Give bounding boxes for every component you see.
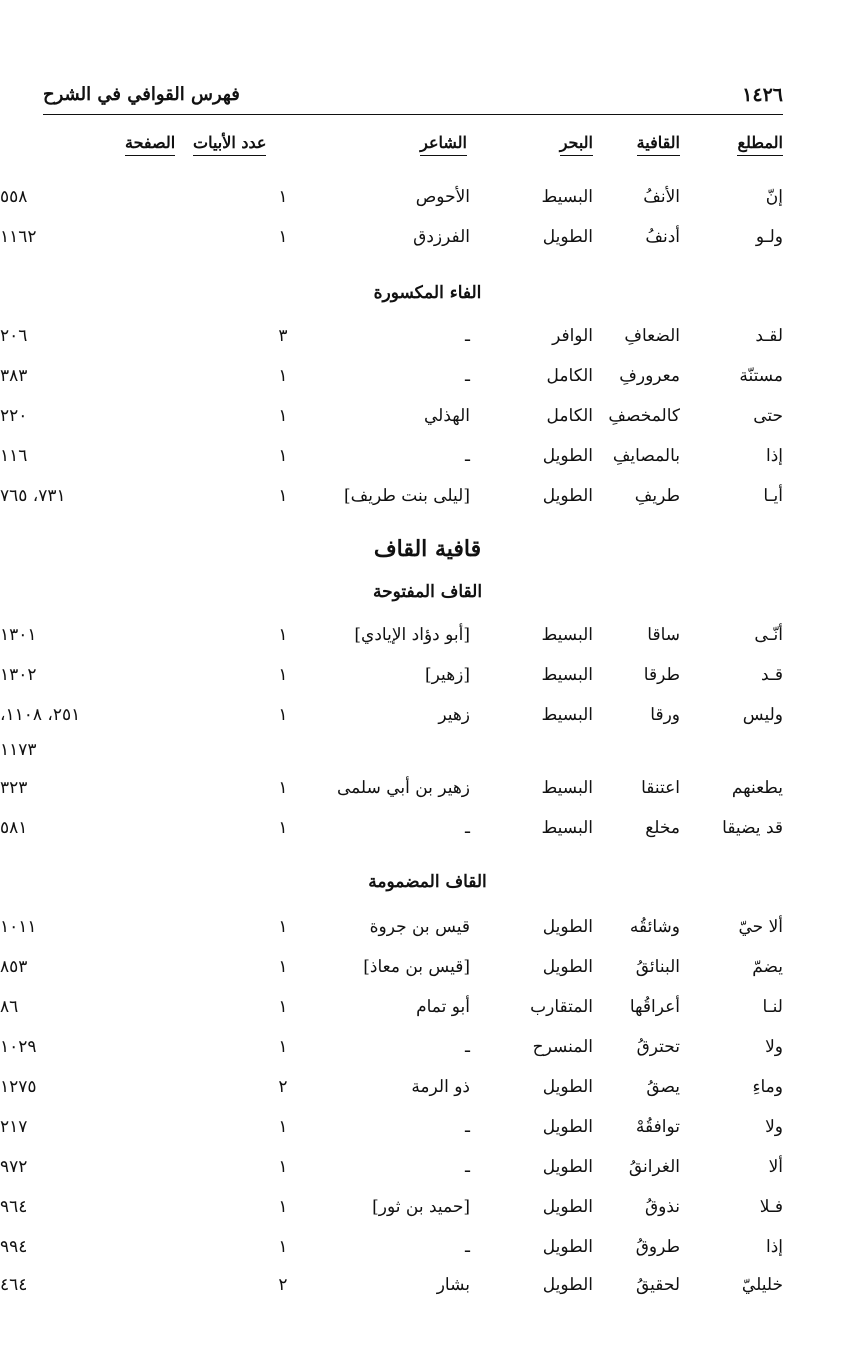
poet-cell: ذو الرمة	[411, 1077, 470, 1097]
qafiya-cell: الضعافِ	[624, 326, 680, 346]
poet-cell: [حميد بن ثور]	[372, 1197, 470, 1217]
matla-cell: قد يضيقا	[722, 818, 783, 838]
page-cell: ٨٦	[0, 997, 19, 1017]
page-cell: ٣٢٣	[0, 778, 28, 798]
table-row	[0, 997, 855, 1027]
bahr-cell: الطويل	[542, 1077, 593, 1097]
qafiya-cell: وشائقُه	[629, 917, 680, 937]
qafiya-cell: الأنفُ	[643, 187, 680, 207]
table-row	[0, 1157, 855, 1187]
poet-cell: ـ	[465, 1117, 470, 1137]
qafiya-cell: يصقُ	[646, 1077, 680, 1097]
page-cell-continued: ١١٧٣	[0, 740, 37, 760]
matla-cell: ولا	[765, 1037, 783, 1057]
qafiya-cell: اعتنقا	[641, 778, 680, 798]
page-cell: ٤٦٤	[0, 1275, 28, 1295]
poet-cell: ـ	[465, 446, 470, 466]
qafiya-cell: ورقا	[650, 705, 680, 725]
poet-cell: قيس بن جروة	[369, 917, 470, 937]
matla-cell: فـلا	[759, 1197, 783, 1217]
count-cell: ١	[278, 1197, 288, 1217]
poet-cell: [ليلى بنت طريف]	[344, 486, 470, 506]
matla-cell: خليليّ	[741, 1275, 783, 1295]
poet-cell: الهذلي	[423, 406, 470, 426]
qafiya-cell: توافقُهْ	[635, 1117, 680, 1137]
matla-cell: وماءِ	[752, 1077, 783, 1097]
count-cell: ١	[278, 625, 288, 645]
poet-cell: الفرزدق	[413, 227, 470, 247]
count-cell: ١	[278, 486, 288, 506]
col-header-matla: المطلع	[737, 133, 783, 163]
bahr-cell: البسيط	[541, 625, 593, 645]
page-cell: ٣٨٣	[0, 366, 28, 386]
poet-cell: ـ	[465, 326, 470, 346]
page-cell: ١٣٠٢	[0, 665, 37, 685]
table-row	[0, 818, 855, 848]
table-row	[0, 406, 855, 436]
page-cell: ٢٢٠	[0, 406, 28, 426]
count-cell: ١	[278, 818, 288, 838]
page-cell: ٩٩٤	[0, 1237, 28, 1257]
section-title-qaf-madmuma: القاف المضمومة	[368, 872, 487, 892]
count-cell: ١	[278, 665, 288, 685]
bahr-cell: الطويل	[542, 486, 593, 506]
table-row	[0, 446, 855, 476]
bahr-cell: الطويل	[542, 446, 593, 466]
qafiya-cell: بالمصايفِ	[612, 446, 680, 466]
count-cell: ١	[278, 1117, 288, 1137]
matla-cell: ولـو	[755, 227, 783, 247]
qafiya-cell: أدنفُ	[645, 227, 680, 247]
table-row	[0, 705, 855, 735]
table-row	[0, 1237, 855, 1267]
matla-cell: يضمّ	[752, 957, 783, 977]
page-cell: ١٠١١	[0, 917, 37, 937]
qafiya-cell: طروقُ	[635, 1237, 680, 1257]
col-header-count: عدد الأبيات	[193, 133, 266, 163]
bahr-cell: الطويل	[542, 917, 593, 937]
qafiya-cell: لحقيقُ	[635, 1275, 680, 1295]
count-cell: ١	[278, 1237, 288, 1257]
poet-cell: ـ	[465, 818, 470, 838]
table-row	[0, 917, 855, 947]
page-cell: ١٢٧٥	[0, 1077, 37, 1097]
table-row	[0, 187, 855, 217]
page-cell: ٨٥٣	[0, 957, 28, 977]
table-row	[0, 625, 855, 655]
poet-cell: ـ	[465, 1237, 470, 1257]
table-row	[0, 1037, 855, 1067]
bahr-cell: الطويل	[542, 957, 593, 977]
count-cell: ٢	[278, 1077, 288, 1097]
qafiya-cell: أعراقُها	[629, 997, 680, 1017]
matla-cell: إنّ	[765, 187, 783, 207]
section-title-qafiyat-al-qaf: قافية القاف	[373, 536, 482, 562]
col-header-shaer: الشاعر	[420, 133, 467, 163]
matla-cell: حتى	[753, 406, 783, 426]
col-header-page: الصفحة	[125, 133, 175, 163]
matla-cell: قـد	[760, 665, 783, 685]
qafiya-cell: نذوقُ	[644, 1197, 680, 1217]
col-header-bahr: البحر	[560, 133, 593, 163]
page-cell: ٩٦٤	[0, 1197, 28, 1217]
bahr-cell: البسيط	[541, 705, 593, 725]
matla-cell: وليس	[742, 705, 783, 725]
matla-cell: يطعنهم	[731, 778, 783, 798]
poet-cell: زهير بن أبي سلمى	[336, 778, 470, 798]
page-cell: ٥٥٨	[0, 187, 28, 207]
poet-cell: [قيس بن معاذ]	[363, 957, 470, 977]
matla-cell: لقـد	[755, 326, 783, 346]
count-cell: ١	[278, 1157, 288, 1177]
table-row	[0, 1077, 855, 1107]
qafiya-cell: معرورفِ	[619, 366, 680, 386]
page-cell: ٥٨١	[0, 818, 28, 838]
poet-cell: أبو تمام	[416, 997, 470, 1017]
bahr-cell: الطويل	[542, 1237, 593, 1257]
matla-cell: ولا	[765, 1117, 783, 1137]
count-cell: ١	[278, 917, 288, 937]
matla-cell: أنّـى	[754, 625, 783, 645]
matla-cell: لنـا	[762, 997, 783, 1017]
running-title: فهرس القوافي في الشرح	[43, 84, 240, 105]
page-cell: ١١٦٢	[0, 227, 37, 247]
poet-cell: الأحوص	[415, 187, 470, 207]
bahr-cell: الطويل	[542, 1275, 593, 1295]
bahr-cell: البسيط	[541, 778, 593, 798]
count-cell: ١	[278, 1037, 288, 1057]
bahr-cell: البسيط	[541, 818, 593, 838]
qafiya-cell: ساقا	[647, 625, 680, 645]
poet-cell: [أبو دؤاد الإيادي]	[354, 625, 470, 645]
matla-cell: مستنّة	[739, 366, 783, 386]
section-title-qaf-maftuha: القاف المفتوحة	[372, 582, 483, 602]
matla-cell: أيـا	[763, 486, 783, 506]
table-row	[0, 326, 855, 356]
qafiya-cell: تحترقُ	[636, 1037, 680, 1057]
page-cell: ٩٧٢	[0, 1157, 28, 1177]
table-row	[0, 665, 855, 695]
table-row	[0, 227, 855, 257]
poet-cell: [زهير]	[425, 665, 470, 685]
bahr-cell: الطويل	[542, 1197, 593, 1217]
bahr-cell: المتقارب	[530, 997, 593, 1017]
table-row	[0, 1275, 855, 1305]
matla-cell: ألا حيّ	[738, 917, 783, 937]
count-cell: ١	[278, 187, 288, 207]
poet-cell: زهير	[438, 705, 470, 725]
table-row	[0, 1197, 855, 1227]
bahr-cell: البسيط	[541, 665, 593, 685]
qafiya-cell: طريفِ	[634, 486, 680, 506]
table-row	[0, 1117, 855, 1147]
bahr-cell: الطويل	[542, 1157, 593, 1177]
count-cell: ١	[278, 997, 288, 1017]
count-cell: ١	[278, 778, 288, 798]
table-row	[0, 486, 855, 516]
matla-cell: ألا	[768, 1157, 783, 1177]
qafiya-cell: مخلع	[645, 818, 680, 838]
count-cell: ١	[278, 957, 288, 977]
count-cell: ١	[278, 705, 288, 725]
page-cell: ١٣٠١	[0, 625, 37, 645]
table-row-continuation	[0, 740, 855, 770]
qafiya-cell: طرقا	[643, 665, 680, 685]
page-cell: ١١٦	[0, 446, 28, 466]
poet-cell: بشار	[436, 1275, 470, 1295]
page-cell: ٢١٧	[0, 1117, 28, 1137]
poet-cell: ـ	[465, 1157, 470, 1177]
count-cell: ١	[278, 446, 288, 466]
count-cell: ٢	[278, 1275, 288, 1295]
matla-cell: إذا	[765, 1237, 783, 1257]
table-row	[0, 778, 855, 808]
bahr-cell: البسيط	[541, 187, 593, 207]
table-row	[0, 957, 855, 987]
poet-cell: ـ	[465, 366, 470, 386]
count-cell: ٣	[278, 326, 288, 346]
table-row	[0, 366, 855, 396]
bahr-cell: الطويل	[542, 227, 593, 247]
page-number: ١٤٢٦	[742, 84, 783, 106]
count-cell: ١	[278, 366, 288, 386]
bahr-cell: الوافر	[552, 326, 593, 346]
page-header	[43, 84, 783, 115]
bahr-cell: المنسرح	[532, 1037, 593, 1057]
bahr-cell: الكامل	[546, 366, 593, 386]
section-title-fa-maksura: الفاء المكسورة	[373, 283, 482, 303]
qafiya-cell: كالمخصفِ	[608, 406, 680, 426]
page-cell: ٧٣١، ٧٦٥	[0, 486, 66, 506]
bahr-cell: الكامل	[546, 406, 593, 426]
col-header-qafiya: القافية	[637, 133, 680, 163]
page-cell: ٢٥١، ١١٠٨،	[0, 705, 81, 725]
matla-cell: إذا	[765, 446, 783, 466]
count-cell: ١	[278, 406, 288, 426]
page-cell: ١٠٢٩	[0, 1037, 37, 1057]
page-cell: ٢٠٦	[0, 326, 28, 346]
qafiya-cell: البنائقُ	[635, 957, 680, 977]
qafiya-cell: الغرانقُ	[628, 1157, 680, 1177]
count-cell: ١	[278, 227, 288, 247]
bahr-cell: الطويل	[542, 1117, 593, 1137]
poet-cell: ـ	[465, 1037, 470, 1057]
